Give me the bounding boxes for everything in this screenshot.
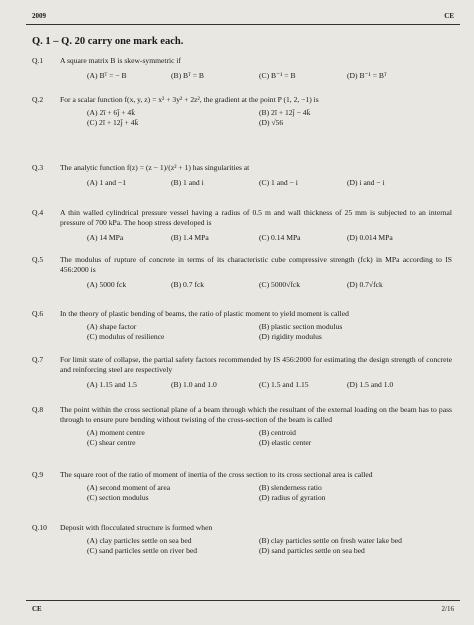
option-b: (B) 0.7 fck	[171, 280, 205, 289]
question-number: Q.4	[32, 208, 44, 217]
option-b: (B) 1.4 MPa	[171, 233, 209, 242]
options-grid	[60, 322, 452, 342]
question-number: Q.9	[32, 470, 44, 479]
option-c: (C) 0.14 MPa	[259, 233, 301, 242]
options-grid	[60, 428, 452, 448]
option-c: (C) sand particles settle on river bed	[87, 546, 198, 555]
question-stem: The analytic function f(z) = (z − 1)/(z² + 1) has singularities at	[60, 163, 250, 172]
option-c: (C) B⁻¹ = B	[259, 71, 296, 80]
option-c: (C) section modulus	[87, 493, 149, 502]
option-b: (B) Bᵀ = B	[171, 71, 204, 80]
question-3	[32, 163, 452, 189]
question-2	[32, 95, 452, 128]
option-a: (A) 1.15 and 1.5	[87, 380, 137, 389]
question-stem: The square root of the ratio of moment of inertia of the cross section to its cross sectional area is called	[60, 470, 373, 479]
header-year: 2009	[32, 12, 46, 20]
option-b: (B) 2ī + 12j̄ − 4k̄	[259, 108, 311, 117]
option-d: (D) 0.7√fck	[347, 280, 383, 289]
option-c: (C) modulus of resilience	[87, 332, 165, 341]
question-number: Q.8	[32, 405, 44, 414]
options-row	[60, 380, 452, 391]
option-a: (A) 5000 fck	[87, 280, 127, 289]
question-stem: The modulus of rupture of concrete in terms of its characteristic cube compressive strength (fck) in MPa according to IS 456:2000 is	[60, 255, 452, 274]
question-7	[32, 355, 452, 391]
question-9	[32, 470, 452, 503]
question-number: Q.6	[32, 309, 44, 318]
question-stem: For limit state of collapse, the partial safety factors recommended by IS 456:2000 for estimating the design strength of concrete and reinforcing steel are respectively	[60, 355, 452, 374]
options-row	[60, 233, 452, 244]
option-d: (D) i and − i	[347, 178, 385, 187]
option-d: (D) rigidity modulus	[259, 332, 322, 341]
header-rule	[26, 24, 460, 25]
section-title: Q. 1 – Q. 20 carry one mark each.	[32, 36, 184, 47]
question-number: Q.1	[32, 56, 44, 65]
option-d: (D) radius of gyration	[259, 493, 326, 502]
question-6	[32, 309, 452, 342]
option-a: (A) Bᵀ = − B	[87, 71, 127, 80]
question-10	[32, 523, 452, 556]
question-4	[32, 208, 452, 244]
option-d: (D) sand particles settle on sea bed	[259, 546, 365, 555]
option-a: (A) second moment of area	[87, 483, 171, 492]
footer-rule	[26, 600, 460, 601]
option-b: (B) slenderness ratio	[259, 483, 322, 492]
question-number: Q.7	[32, 355, 44, 364]
question-stem: The point within the cross sectional plane of a beam through which the resultant of the external loading on the beam has to pass through to ensure pure bending without twisting of the cross-section of the beam is called	[60, 405, 452, 424]
options-row	[60, 280, 452, 291]
question-number: Q.2	[32, 95, 44, 104]
option-c: (C) 5000√fck	[259, 280, 301, 289]
question-number: Q.10	[32, 523, 47, 532]
question-5	[32, 255, 452, 291]
option-b: (B) 1.0 and 1.0	[171, 380, 217, 389]
question-stem: Deposit with flocculated structure is formed when	[60, 523, 213, 532]
option-c: (C) 1 and − i	[259, 178, 298, 187]
option-a: (A) 2ī + 6j̄ + 4k̄	[87, 108, 136, 117]
option-b: (B) centroid	[259, 428, 296, 437]
option-c: (C) 1.5 and 1.15	[259, 380, 309, 389]
question-1	[32, 56, 452, 82]
option-a: (A) moment centre	[87, 428, 145, 437]
options-grid	[60, 483, 452, 503]
question-number: Q.5	[32, 255, 44, 264]
question-8	[32, 405, 452, 448]
option-b: (B) plastic section modulus	[259, 322, 343, 331]
question-stem: A thin walled cylindrical pressure vessel having a radius of 0.5 m and wall thickness of 25 mm is subjected to an internal pressure of 700 kPa. The hoop stress developed is	[60, 208, 452, 227]
option-c: (C) 2ī + 12j̄ + 4k̄	[87, 118, 139, 127]
option-a: (A) 1 and −1	[87, 178, 127, 187]
options-grid	[60, 536, 452, 556]
question-number: Q.3	[32, 163, 44, 172]
option-b: (B) clay particles settle on fresh water lake bed	[259, 536, 402, 545]
question-stem: For a scalar function f(x, y, z) = x² + 3y² + 2z², the gradient at the point P (1, 2, −1) is	[60, 95, 319, 104]
option-d: (D) B⁻¹ = Bᵀ	[347, 71, 387, 80]
options-row	[60, 71, 452, 82]
page-number: 2/16	[441, 605, 454, 613]
option-d: (D) 0.014 MPa	[347, 233, 393, 242]
footer-paper-code: CE	[32, 605, 42, 613]
question-stem: A square matrix B is skew-symmetric if	[60, 56, 182, 65]
header-paper-code: CE	[444, 12, 454, 20]
options-grid	[60, 108, 452, 128]
option-d: (D) 1.5 and 1.0	[347, 380, 394, 389]
question-stem: In the theory of plastic bending of beams, the ratio of plastic moment to yield moment is called	[60, 309, 349, 318]
option-a: (A) clay particles settle on sea bed	[87, 536, 192, 545]
option-a: (A) shape factor	[87, 322, 137, 331]
option-c: (C) shear centre	[87, 438, 136, 447]
options-row	[60, 178, 452, 189]
option-d: (D) elastic center	[259, 438, 312, 447]
option-b: (B) 1 and i	[171, 178, 204, 187]
option-d: (D) √56	[259, 118, 284, 127]
option-a: (A) 14 MPa	[87, 233, 124, 242]
